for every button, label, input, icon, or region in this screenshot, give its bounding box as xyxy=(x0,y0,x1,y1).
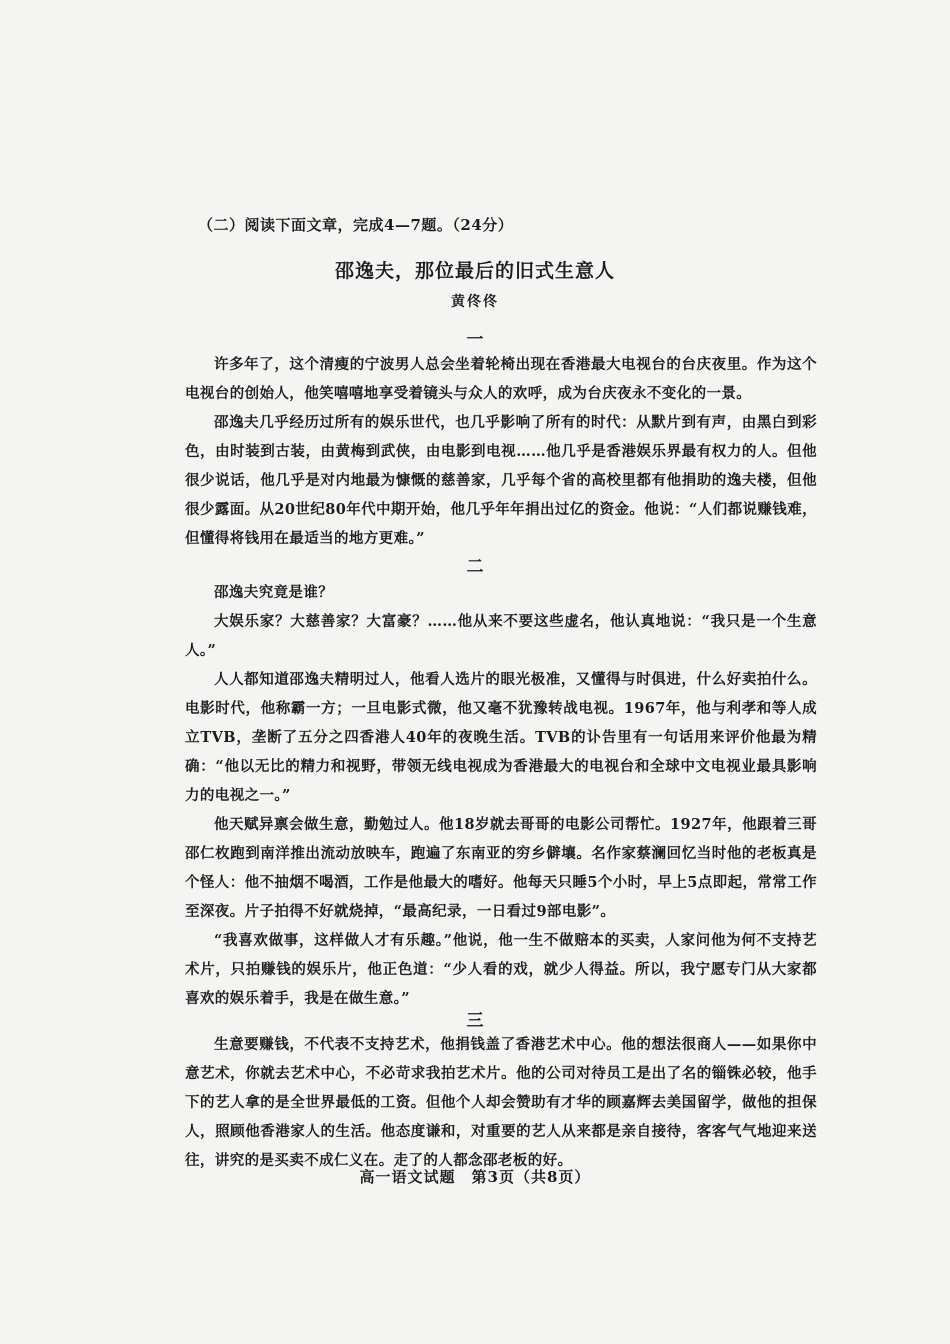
article-author: 黄佟佟 xyxy=(451,294,499,310)
section-mark-2: 二 xyxy=(466,557,484,577)
paragraph: 许多年了，这个清瘦的宁波男人总会坐着轮椅出现在香港最大电视台的台庆夜里。作为这个电视台的创始人，他笑嘻嘻地享受着镜头与众人的欢呼，成为台庆夜永不变化的一景。 xyxy=(185,356,817,402)
paragraph: “我喜欢做事，这样做人才有乐趣。”他说，他一生不做赔本的买卖，人家问他为何不支持艺术片，只拍赚钱的娱乐片，他正色道：“少人看的戏，就少人得益。所以，我宁愿专门从大家都喜欢的娱乐着手，我是在做生意。” xyxy=(185,932,817,1007)
page-footer: 高一语文试题 第3页（共8页） xyxy=(359,1168,591,1186)
paragraph: 他天赋异禀会做生意，勤勉过人。他18岁就去哥哥的电影公司帮忙。1927年，他跟着三哥邵仁枚跑到南洋推出流动放映车，跑遍了东南亚的穷乡僻壤。名作家蔡澜回忆当时他的老板真是个怪人：他不抽烟不喝酒，工作是他最大的嗜好。他每天只睡5个小时，早上5点即起，常常工作至深夜。片子拍得不好就烧掉，“最高纪录，一日看过9部电影”。 xyxy=(185,816,817,920)
paragraph: 邵逸夫究竟是谁？ xyxy=(214,584,334,601)
section-mark-3: 三 xyxy=(466,1011,484,1031)
paragraph: 人人都知道邵逸夫精明过人，他看人选片的眼光极准，又懂得与时俱进，什么好卖拍什么。电影时代，他称霸一方；一旦电影式微，他又毫不犹豫转战电视。1967年，他与利孝和等人成立TVB，垄断了五分之四香港人40年的夜晚生活。TVB的讣告里有一句话用来评价他最为精确：“他以无比的精力和视野，带领无线电视成为香港最大的电视台和全球中文电视业最具影响力的电视之一。” xyxy=(185,671,817,804)
question-instruction: （二）阅读下面文章，完成4—7题。（24分） xyxy=(198,216,514,234)
paragraph: 生意要赚钱，不代表不支持艺术，他捐钱盖了香港艺术中心。他的想法很商人——如果你中意艺术，你就去艺术中心，不必苛求我拍艺术片。他的公司对待员工是出了名的锱铢必较，他手下的艺人拿的是全世界最低的工资。但他个人却会赞助有才华的顾嘉辉去美国留学，做他的担保人，照顾他香港家人的生活。他态度谦和，对重要的艺人从来都是亲自接待，客客气气地迎来送往，讲究的是买卖不成仁义在。走了的人都念邵老板的好。 xyxy=(185,1036,817,1169)
section-mark-1: 一 xyxy=(466,330,484,350)
article-title: 邵逸夫，那位最后的旧式生意人 xyxy=(334,260,615,282)
paragraph: 邵逸夫几乎经历过所有的娱乐世代，也几乎影响了所有的时代：从默片到有声，由黑白到彩色，由时装到古装，由黄梅到武侠，由电影到电视……他几乎是香港娱乐界最有权力的人。但他很少说话，他几乎是对内地最为慷慨的慈善家，几乎每个省的高校里都有他捐助的逸夫楼，但他很少露面。从20世纪80年代中期开始，他几乎年年捐出过亿的资金。他说：“人们都说赚钱难，但懂得将钱用在最适当的地方更难。” xyxy=(185,414,817,547)
paragraph: 大娱乐家？大慈善家？大富豪？……他从来不要这些虚名，他认真地说：“我只是一个生意人。” xyxy=(185,613,817,659)
